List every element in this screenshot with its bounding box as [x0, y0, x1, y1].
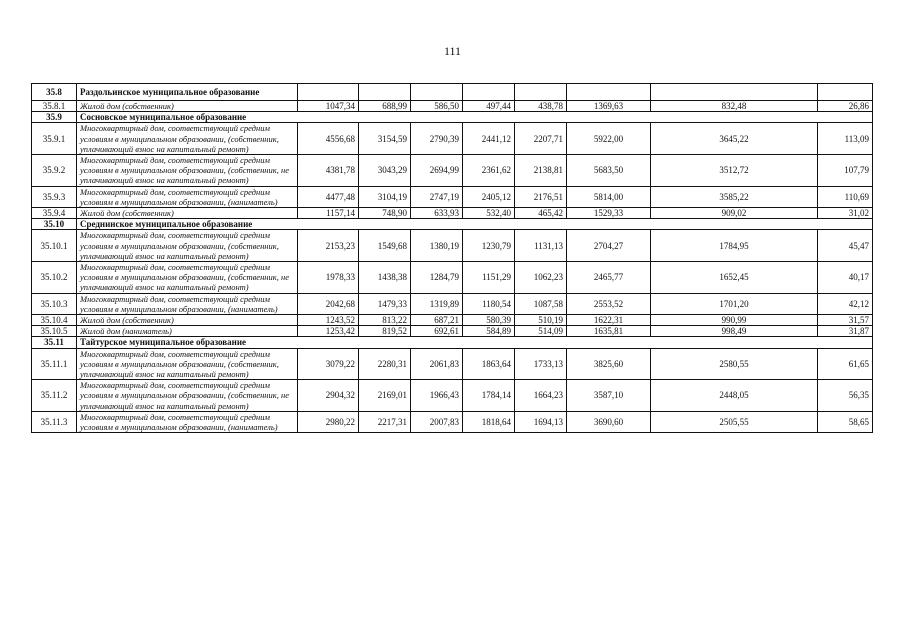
- row-code: 35.11.3: [32, 411, 77, 432]
- row-description: Многоквартирный дом, соответствующий средним условиям в муниципальном образовании, (наниматель): [77, 293, 298, 314]
- row-code: 35.11.1: [32, 348, 77, 380]
- row-code: 35.10.5: [32, 326, 77, 337]
- value-cell: 2138,81: [515, 155, 567, 187]
- value-cell: 1284,79: [411, 262, 463, 294]
- value-cell: 113,09: [818, 123, 873, 155]
- value-cell: 2169,01: [359, 380, 411, 412]
- value-cell: 1784,14: [463, 380, 515, 412]
- row-code: 35.10.3: [32, 293, 77, 314]
- table-row: [32, 230, 873, 262]
- table-row: [32, 326, 873, 337]
- row-description: Жилой дом (собственник): [77, 208, 298, 219]
- value-cell: 1529,33: [567, 208, 651, 219]
- value-cell: 692,61: [411, 326, 463, 337]
- value-cell: 58,65: [818, 411, 873, 432]
- table-row: [32, 315, 873, 326]
- row-description: Многоквартирный дом, соответствующий средним условиям в муниципальном образовании, (собственник, уплачивающий взнос на капитальный ремонт): [77, 123, 298, 155]
- row-code: 35.11: [32, 337, 77, 348]
- value-cell: 2553,52: [567, 293, 651, 314]
- value-cell: 813,22: [359, 315, 411, 326]
- row-code: 35.9: [32, 112, 77, 123]
- empty-cell: [651, 84, 818, 101]
- value-cell: 1863,64: [463, 348, 515, 380]
- value-cell: 2007,83: [411, 411, 463, 432]
- value-cell: 45,47: [818, 230, 873, 262]
- value-cell: 687,21: [411, 315, 463, 326]
- row-code: 35.10.2: [32, 262, 77, 294]
- table-row: [32, 208, 873, 219]
- value-cell: 5814,00: [567, 186, 651, 207]
- value-cell: 3104,19: [359, 186, 411, 207]
- value-cell: 1978,33: [298, 262, 359, 294]
- value-cell: 3079,22: [298, 348, 359, 380]
- value-cell: 107,79: [818, 155, 873, 187]
- section-row: [32, 337, 873, 348]
- value-cell: 4381,78: [298, 155, 359, 187]
- value-cell: 1733,13: [515, 348, 567, 380]
- value-cell: 1549,68: [359, 230, 411, 262]
- table-row: [32, 262, 873, 294]
- section-title: Раздольинское муниципальное образование: [77, 84, 298, 101]
- value-cell: 2280,31: [359, 348, 411, 380]
- value-cell: 40,17: [818, 262, 873, 294]
- value-cell: 1131,13: [515, 230, 567, 262]
- empty-cell: [567, 84, 651, 101]
- row-code: 35.8.1: [32, 101, 77, 112]
- value-cell: 31,57: [818, 315, 873, 326]
- row-description: Многоквартирный дом, соответствующий средним условиям в муниципальном образовании, (собственник, уплачивающий взнос на капитальный ремонт): [77, 348, 298, 380]
- row-code: 35.11.2: [32, 380, 77, 412]
- value-cell: 1635,81: [567, 326, 651, 337]
- value-cell: 2217,31: [359, 411, 411, 432]
- value-cell: 2747,19: [411, 186, 463, 207]
- empty-cell: [515, 84, 567, 101]
- value-cell: 2176,51: [515, 186, 567, 207]
- value-cell: 1319,89: [411, 293, 463, 314]
- value-cell: 1966,43: [411, 380, 463, 412]
- value-cell: 42,12: [818, 293, 873, 314]
- value-cell: 1230,79: [463, 230, 515, 262]
- value-cell: 2980,22: [298, 411, 359, 432]
- row-code: 35.10: [32, 219, 77, 230]
- value-cell: 1180,54: [463, 293, 515, 314]
- value-cell: 1784,95: [651, 230, 818, 262]
- value-cell: 1047,34: [298, 101, 359, 112]
- value-cell: 2441,12: [463, 123, 515, 155]
- value-cell: 2790,39: [411, 123, 463, 155]
- value-cell: 3825,60: [567, 348, 651, 380]
- section-row: [32, 112, 873, 123]
- value-cell: 1479,33: [359, 293, 411, 314]
- row-description: Жилой дом (собственник): [77, 101, 298, 112]
- row-code: 35.8: [32, 84, 77, 101]
- table-row: [32, 348, 873, 380]
- empty-cell: [463, 84, 515, 101]
- value-cell: 1151,29: [463, 262, 515, 294]
- value-cell: 497,44: [463, 101, 515, 112]
- value-cell: 3512,72: [651, 155, 818, 187]
- value-cell: 1701,20: [651, 293, 818, 314]
- value-cell: 1652,45: [651, 262, 818, 294]
- value-cell: 2580,55: [651, 348, 818, 380]
- row-description: Многоквартирный дом, соответствующий средним условиям в муниципальном образовании, (собственник, уплачивающий взнос на капитальный ремонт): [77, 230, 298, 262]
- row-description: Многоквартирный дом, соответствующий средним условиям в муниципальном образовании, (собственник, не уплачивающий взнос на капитальный ремонт): [77, 262, 298, 294]
- value-cell: 110,69: [818, 186, 873, 207]
- value-cell: 1253,42: [298, 326, 359, 337]
- value-cell: 580,39: [463, 315, 515, 326]
- value-cell: 1369,63: [567, 101, 651, 112]
- row-code: 35.10.4: [32, 315, 77, 326]
- table-row: [32, 155, 873, 187]
- value-cell: 2153,23: [298, 230, 359, 262]
- value-cell: 4556,68: [298, 123, 359, 155]
- value-cell: 514,09: [515, 326, 567, 337]
- value-cell: 2704,27: [567, 230, 651, 262]
- table-row: [32, 123, 873, 155]
- empty-cell: [359, 84, 411, 101]
- value-cell: 1062,23: [515, 262, 567, 294]
- value-cell: 2694,99: [411, 155, 463, 187]
- value-cell: 5922,00: [567, 123, 651, 155]
- value-cell: 3587,10: [567, 380, 651, 412]
- value-cell: 61,65: [818, 348, 873, 380]
- row-code: 35.10.1: [32, 230, 77, 262]
- empty-cell: [298, 84, 359, 101]
- value-cell: 688,99: [359, 101, 411, 112]
- value-cell: 31,87: [818, 326, 873, 337]
- value-cell: 1087,58: [515, 293, 567, 314]
- value-cell: 3585,22: [651, 186, 818, 207]
- value-cell: 819,52: [359, 326, 411, 337]
- value-cell: 31,02: [818, 208, 873, 219]
- value-cell: 1622,31: [567, 315, 651, 326]
- row-description: Многоквартирный дом, соответствующий средним условиям в муниципальном образовании, (наниматель): [77, 186, 298, 207]
- value-cell: 510,19: [515, 315, 567, 326]
- value-cell: 3043,29: [359, 155, 411, 187]
- value-cell: 56,35: [818, 380, 873, 412]
- row-code: 35.9.3: [32, 186, 77, 207]
- section-row: [32, 84, 873, 101]
- value-cell: 584,89: [463, 326, 515, 337]
- tariff-table: [31, 83, 873, 433]
- section-row: [32, 219, 873, 230]
- value-cell: 26,86: [818, 101, 873, 112]
- table-row: [32, 380, 873, 412]
- value-cell: 748,90: [359, 208, 411, 219]
- value-cell: 1818,64: [463, 411, 515, 432]
- value-cell: 909,02: [651, 208, 818, 219]
- value-cell: 2361,62: [463, 155, 515, 187]
- value-cell: 832,48: [651, 101, 818, 112]
- value-cell: 5683,50: [567, 155, 651, 187]
- row-description: Жилой дом (наниматель): [77, 326, 298, 337]
- value-cell: 3690,60: [567, 411, 651, 432]
- value-cell: 532,40: [463, 208, 515, 219]
- section-title: Сосновское муниципальное образование: [77, 112, 873, 123]
- value-cell: 2505,55: [651, 411, 818, 432]
- value-cell: 4477,48: [298, 186, 359, 207]
- value-cell: 1243,52: [298, 315, 359, 326]
- value-cell: 990,99: [651, 315, 818, 326]
- value-cell: 465,42: [515, 208, 567, 219]
- value-cell: 586,50: [411, 101, 463, 112]
- row-code: 35.9.1: [32, 123, 77, 155]
- value-cell: 1380,19: [411, 230, 463, 262]
- value-cell: 2448,05: [651, 380, 818, 412]
- value-cell: 2207,71: [515, 123, 567, 155]
- value-cell: 1694,13: [515, 411, 567, 432]
- row-description: Многоквартирный дом, соответствующий средним условиям в муниципальном образовании, (собственник, не уплачивающий взнос на капитальный ремонт): [77, 380, 298, 412]
- table-row: [32, 293, 873, 314]
- table-body: [32, 84, 873, 433]
- value-cell: 1438,38: [359, 262, 411, 294]
- value-cell: 3645,22: [651, 123, 818, 155]
- value-cell: 2042,68: [298, 293, 359, 314]
- value-cell: 2405,12: [463, 186, 515, 207]
- section-title: Среднинское муниципальное образование: [77, 219, 873, 230]
- row-code: 35.9.2: [32, 155, 77, 187]
- value-cell: 438,78: [515, 101, 567, 112]
- table-row: [32, 411, 873, 432]
- table-row: [32, 101, 873, 112]
- value-cell: 2061,83: [411, 348, 463, 380]
- section-title: Тайтурское муниципальное образование: [77, 337, 873, 348]
- empty-cell: [818, 84, 873, 101]
- row-code: 35.9.4: [32, 208, 77, 219]
- value-cell: 2904,32: [298, 380, 359, 412]
- empty-cell: [411, 84, 463, 101]
- page-number: 111: [443, 44, 462, 58]
- table-row: [32, 186, 873, 207]
- value-cell: 1157,14: [298, 208, 359, 219]
- value-cell: 3154,59: [359, 123, 411, 155]
- row-description: Многоквартирный дом, соответствующий средним условиям в муниципальном образовании, (собственник, не уплачивающий взнос на капитальный ремонт): [77, 155, 298, 187]
- row-description: Многоквартирный дом, соответствующий средним условиям в муниципальном образовании, (наниматель): [77, 411, 298, 432]
- value-cell: 1664,23: [515, 380, 567, 412]
- row-description: Жилой дом (собственник): [77, 315, 298, 326]
- value-cell: 998,49: [651, 326, 818, 337]
- value-cell: 633,93: [411, 208, 463, 219]
- value-cell: 2465,77: [567, 262, 651, 294]
